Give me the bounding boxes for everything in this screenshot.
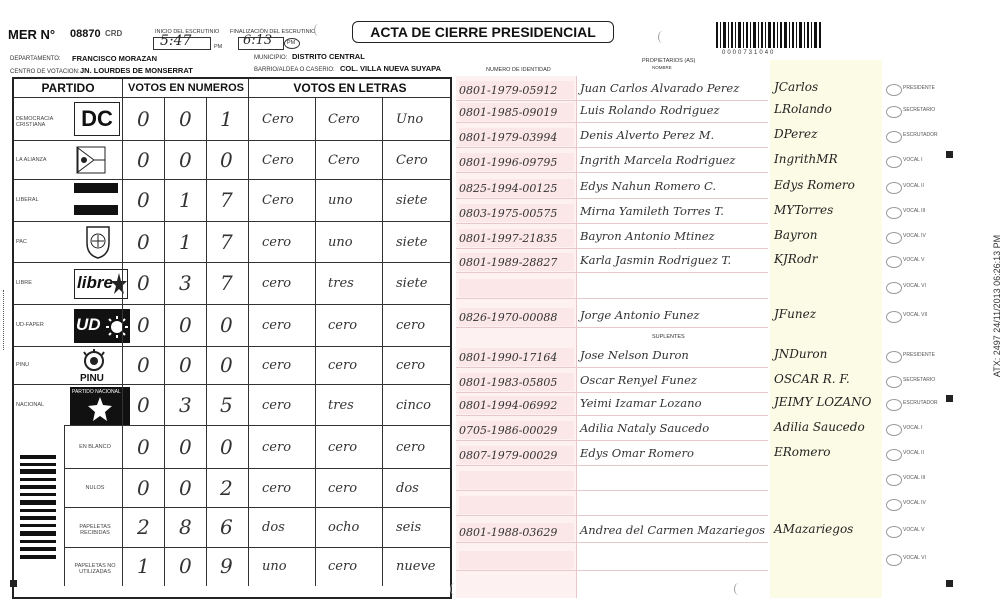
member-signature: JCarlos [774,80,819,94]
vote-row [14,384,450,426]
registration-mark [946,395,953,402]
member-name: Bayron Antonio Mtinez [580,229,715,243]
vote-word: cero [262,234,292,250]
member-id: 0801-1983-05805 [459,376,558,389]
vote-word: cinco [396,397,431,413]
vote-word: tres [328,397,354,413]
vote-digit: 0 [137,271,150,295]
member-id-box[interactable] [459,103,574,121]
vote-digit: 0 [137,188,150,212]
vote-row [14,304,450,347]
member-id: 0807-1979-00029 [459,449,558,462]
member-id: 0825-1994-00125 [459,182,558,195]
member-name: Andrea del Carmen Mazariegos [580,523,766,537]
member-row [456,418,768,441]
member-id-box[interactable] [459,229,574,247]
vote-row [14,547,450,586]
member-row [456,468,768,491]
member-row [456,100,768,123]
end-label: FINALIZACIÓN DEL ESCRUTINIO [230,29,316,35]
member-row [456,393,768,416]
nacional-logo: PARTIDO NACIONAL [70,387,130,425]
member-id-box[interactable] [459,179,574,197]
member-id-box[interactable] [459,471,574,489]
member-row [456,150,768,173]
member-signature: Edys Romero [774,178,855,192]
role-checkbox[interactable] [886,376,902,388]
party-name: PAPELETAS NO UTILIZADAS [74,563,116,575]
member-signature: DPerez [774,127,818,141]
role-checkbox[interactable] [886,207,902,219]
member-id: 0801-1990-17164 [459,351,558,364]
member-role: VOCAL III [903,475,926,481]
propietarios-label: PROPIETARIOS (AS) [642,58,696,64]
vote-word: cero [328,559,358,574]
member-role: VOCAL V [903,527,925,533]
member-row [456,548,768,571]
member-role: SECRETARIO [903,107,936,113]
vote-word: Cero [262,111,294,127]
party-name: PAC [16,238,27,245]
member-signature: JNDuron [774,347,828,361]
vote-word: uno [328,193,353,208]
member-id-box[interactable] [459,551,574,569]
end-time: 6:13 [243,33,273,48]
vote-row [14,179,450,222]
barrio-label: BARRIO/ALDEA O CASERIO: [254,67,335,73]
mer-number: 08870 [70,28,101,40]
vote-digit: 1 [179,229,192,254]
party-name: PINU [16,362,30,368]
vote-digit: 9 [220,554,233,578]
col-partido: PARTIDO [41,81,95,95]
member-row [456,493,768,516]
member-id-box[interactable] [459,253,574,271]
vote-digit: 1 [220,106,233,131]
vote-digit: 0 [137,392,150,417]
party-name: UD-FAPER [16,322,44,328]
member-name: Karla Jasmin Rodriguez T. [580,253,732,267]
vote-digit: 0 [137,106,150,131]
member-id-box[interactable] [459,81,574,99]
party-name: LIBERAL [16,197,39,203]
vote-digit: 2 [220,475,233,500]
member-role: VOCAL IV [903,233,926,239]
suplentes-label: SUPLENTES [652,334,685,340]
start-pm: PM [214,44,223,50]
member-signature: AMazariegos [774,522,854,536]
member-id: 0705-1986-00029 [459,424,558,437]
vote-digit: 1 [179,188,192,212]
member-id: 0801-1979-05912 [459,84,558,97]
member-name: Oscar Renyel Funez [580,373,697,387]
party-name: NACIONAL [16,401,45,408]
member-name: Luis Rolando Rodriguez [580,103,720,117]
form-title: ACTA DE CIERRE PRESIDENCIAL [370,24,596,40]
departamento-value: FRANCISCO MORAZAN [72,54,157,63]
vote-digit: 0 [179,434,192,459]
alianza-logo [76,146,106,174]
barcode [716,22,826,50]
member-role: VOCAL II [903,183,924,189]
vote-digit: 0 [137,475,150,500]
vote-digit: 0 [137,313,150,337]
vote-word: cero [396,358,426,373]
member-signature: IngrithMR [774,152,838,166]
vote-digit: 8 [179,515,192,539]
vote-row [14,140,450,180]
member-id-box[interactable] [459,128,574,146]
vote-word: cero [328,318,358,333]
vote-word: Cero [328,111,360,127]
vote-digit: 7 [220,229,233,254]
registration-mark [946,151,953,158]
vote-word: cero [328,358,358,373]
member-name: Edys Omar Romero [580,446,694,460]
vote-row [14,507,450,548]
libre-logo: libre [74,269,128,299]
party-name: LA ALIANZA [16,156,47,163]
vote-digit: 0 [137,434,150,459]
member-role: VOCAL III [903,208,926,214]
vote-word: cero [396,439,426,455]
side-barcode [20,455,60,560]
role-checkbox[interactable] [886,256,902,268]
vote-word: siete [396,234,428,250]
member-role: SECRETARIO [903,377,936,383]
member-id: 0801-1994-06992 [459,399,558,412]
vote-digit: 3 [179,392,192,417]
end-pm: PM [287,40,296,46]
vote-digit: 1 [137,554,150,578]
liberal-logo [74,183,118,215]
member-row [456,201,768,224]
member-id: 0801-1989-28827 [459,256,558,269]
member-row [456,345,768,368]
member-id-box[interactable] [459,308,574,326]
member-role: PRESIDENTE [903,85,935,91]
municipio-label: MUNICIPIO: [254,55,288,61]
vote-word: uno [262,559,287,574]
member-id: 0801-1985-09019 [459,106,558,119]
member-row [456,176,768,199]
vote-digit: 0 [137,229,150,254]
vote-row [14,425,450,469]
role-checkbox[interactable] [886,131,902,143]
vote-word: Cero [262,152,294,168]
vote-digit: 0 [179,147,192,172]
party-name: PAPELETAS RECIBIDAS [79,524,111,536]
party-name: LIBRE [16,280,32,286]
member-role: VOCAL V [903,257,925,263]
vote-word: cero [262,318,292,333]
dc-logo: DC [74,102,120,136]
party-name: DEMOCRACIA CRISTIANA [16,115,53,128]
vote-digit: 0 [220,353,233,377]
role-checkbox[interactable] [886,182,902,194]
vote-digit: 0 [137,353,150,377]
member-role: VOCAL I [903,425,923,431]
role-checkbox[interactable] [886,424,902,436]
role-checkbox[interactable] [886,106,902,118]
member-row [456,370,768,393]
vote-row [14,221,450,263]
member-id-box[interactable] [459,446,574,464]
centro-label: CENTRO DE VOTACION: [10,69,80,75]
municipio-value: DISTRITO CENTRAL [292,52,365,61]
member-name: Yeimi Izamar Lozano [580,396,702,410]
vote-digit: 0 [179,353,192,377]
member-signature: JEIMY LOZANO [774,395,872,409]
member-role: ESCRUTADOR [903,132,938,138]
vote-word: siete [396,193,428,208]
vote-digit: 0 [179,554,192,578]
member-id-box[interactable] [459,496,574,514]
vote-digit: 2 [137,515,150,539]
role-checkbox[interactable] [886,84,902,96]
member-id: 0803-1975-00575 [459,207,558,220]
member-id-box[interactable] [459,421,574,439]
vote-row [14,346,450,385]
member-role: VOCAL VI [903,555,926,561]
vote-word: nueve [396,559,436,574]
role-checkbox[interactable] [886,399,902,411]
vote-word: cero [262,397,292,413]
vote-digit: 0 [220,147,233,172]
member-id-box[interactable] [459,204,574,222]
role-checkbox[interactable] [886,526,902,538]
member-role: VOCAL IV [903,500,926,506]
role-checkbox[interactable] [886,554,902,566]
id-column-label: NUMERO DE IDENTIDAD [486,67,551,73]
vote-word: siete [396,276,428,291]
centro-value: JN. LOURDES DE MONSERRAT [80,66,193,75]
vote-word: Uno [396,111,424,127]
vote-word: dos [262,520,285,535]
vote-word: cero [262,276,292,291]
vote-word: Cero [328,152,360,168]
barrio-value: COL. VILLA NUEVA SUYAPA [340,64,441,73]
member-row [456,520,768,543]
propietarios-sub: NOMBRE [652,65,672,70]
vote-row [14,262,450,305]
vote-word: cero [328,480,358,496]
member-role: VOCAL VII [903,312,928,318]
member-signature: MYTorres [774,203,834,217]
member-name: Juan Carlos Alvarado Perez [580,81,740,95]
vote-word: cero [396,318,426,333]
role-checkbox[interactable] [886,232,902,244]
role-checkbox[interactable] [886,156,902,168]
member-id-box[interactable] [459,373,574,391]
col-letras: VOTOS EN LETRAS [248,79,451,97]
vote-digit: 0 [179,313,192,337]
pac-logo [84,225,112,259]
vote-row [14,468,450,508]
vote-table [12,77,452,599]
ud-logo: UD [74,309,130,343]
member-id: 0826-1970-00088 [459,311,558,324]
pinu-logo: PINU [76,349,112,387]
departamento-label: DEPARTAMENTO: [10,56,61,62]
member-signature: Adilia Saucedo [774,420,865,434]
role-checkbox[interactable] [886,351,902,363]
member-role: VOCAL II [903,450,924,456]
member-row [456,305,768,328]
vote-digit: 6 [220,515,233,539]
member-signature: ERomero [774,445,831,459]
party-name: NULOS [85,484,105,491]
vote-digit: 0 [220,434,233,459]
member-signature: LRolando [774,102,832,116]
vote-word: Cero [396,152,428,168]
member-id: 0801-1979-03994 [459,131,558,144]
member-id-box[interactable] [459,396,574,414]
registration-mark [10,580,17,587]
vote-digit: 0 [137,147,150,172]
vote-digit: 7 [220,188,233,212]
member-signature: JFunez [774,307,817,321]
member-name: Adilia Nataly Saucedo [580,421,710,435]
member-row [456,78,768,101]
timestamp-text: ATX: 2497 24/11/2013 06:26:13 PM [992,234,1002,378]
vote-word: Cero [262,193,294,208]
role-checkbox[interactable] [886,499,902,511]
vote-word: cero [262,358,292,373]
party-name: EN BLANCO [79,443,111,450]
member-signature: OSCAR R. F. [774,372,850,386]
start-time: 5:47 [160,33,192,49]
member-name: Jorge Antonio Funez [580,308,700,322]
vote-word: tres [328,276,354,291]
member-id: 0801-1996-09795 [459,156,558,169]
member-name: Edys Nahun Romero C. [580,179,717,193]
member-role: VOCAL VI [903,283,926,289]
member-id-box[interactable] [459,279,574,297]
member-id-box[interactable] [459,523,574,541]
member-id: 0801-1997-21835 [459,232,558,245]
vote-digit: 0 [220,313,233,337]
vote-digit: 3 [179,271,192,295]
vote-word: dos [396,480,419,496]
member-name: Ingrith Marcela Rodriguez [580,153,736,167]
vote-word: seis [396,520,422,535]
member-row [456,276,768,299]
role-checkbox[interactable] [886,311,902,323]
barcode-number: 0000731040 [722,50,776,56]
vote-row [14,97,450,141]
vote-word: ocho [328,520,360,535]
vote-digit: 0 [179,106,192,131]
member-name: Denis Alverto Perez M. [580,128,715,142]
vote-digit: 0 [179,475,192,500]
member-row [456,250,768,273]
member-signature: KJRodr [774,252,818,266]
mer-label: MER N° [8,27,56,42]
mer-code: CRD [105,29,123,38]
vote-digit: 7 [220,271,233,295]
col-numeros: VOTOS EN NUMEROS [122,79,249,97]
vote-word: cero [262,439,292,455]
member-id: 0801-1988-03629 [459,526,558,539]
vote-word: cero [262,480,292,496]
vote-word: uno [328,234,353,250]
member-name: Jose Nelson Duron [580,348,689,362]
role-checkbox[interactable] [886,449,902,461]
member-role: ESCRUTADOR [903,400,938,406]
member-name: Mirna Yamileth Torres T. [580,204,724,218]
member-id-box[interactable] [459,153,574,171]
member-row [456,226,768,249]
member-role: VOCAL I [903,157,923,163]
vote-digit: 5 [220,392,233,417]
start-label: INICIO DEL ESCRUTINIO [155,29,220,35]
registration-mark [946,580,953,587]
vote-word: cero [328,439,358,455]
member-id-box[interactable] [459,348,574,366]
role-checkbox[interactable] [886,282,902,294]
member-signature: Bayron [774,228,818,242]
member-row [456,443,768,466]
member-row [456,125,768,148]
member-role: PRESIDENTE [903,352,935,358]
role-checkbox[interactable] [886,474,902,486]
